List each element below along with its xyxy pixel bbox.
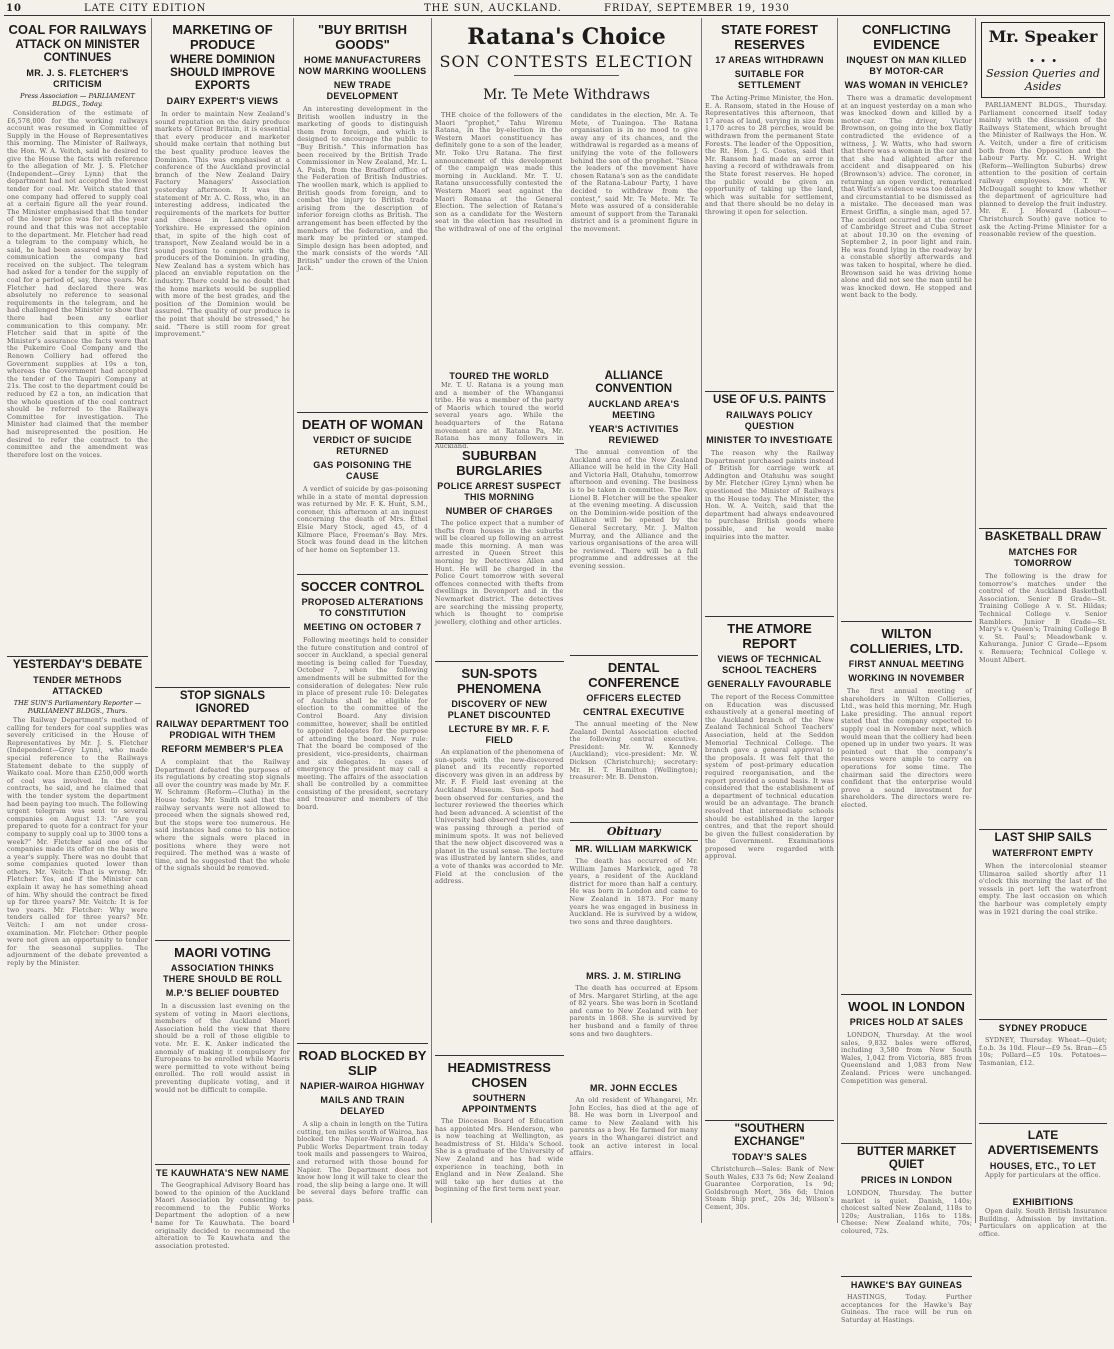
- subhead-verdict: VERDICT OF SUICIDE RETURNED: [313, 435, 412, 456]
- subhead-constitution: PROPOSED ALTERATIONS TO CONSTITUTION: [301, 597, 424, 618]
- subhead-areas: 17 AREAS WITHDRAWN: [715, 55, 824, 65]
- article-stirling: The death has occurred at Epsom of Mrs. Margaret Stirling, at the age of 82 years. She was born in Scotland and came to New Zealand with her parents in 1868. She is survived by her husband and a family of three sons and two daughters.: [569, 984, 698, 1038]
- subhead-railways-policy: RAILWAYS POLICY QUESTION: [726, 410, 813, 431]
- headline-alliance: ALLIANCE CONVENTION: [595, 370, 673, 395]
- center-col-a: [435, 368, 564, 1248]
- article-wilton: The first annual meeting of shareholders in Wilton Collieries, Ltd., was held this morning, Mr. Hugh Lake presiding. The annual report stated that the company expected to supply coal in November next, which would mean that the colliery had been opened up in under two years. It was pointed out that the company's resources were ample to carry on operations for some time. The chairman said the directors were confident that the enterprise would prove a sound investment for shareholders. The directors were re-elected.: [841, 687, 972, 809]
- article-last-ship: When the intercolonial steamer Ulimaroa sailed shortly after 11 o'clock this morning the last of the vessels in port left the waterfront empty. The last occasion on which the harbour was completely empty was in 1921 during the coal strike.: [979, 862, 1107, 916]
- headline-atmore: THE ATMORE REPORT: [727, 621, 812, 651]
- article-maori: In a discussion last evening on the system of voting in Maori elections, members of the Auckland Maori Association held the view that there should be a roll of those eligible to vote. Mr. E. K. Anker indicated the anomaly of making it compulsory for Europeans to be enrolled while Maoris were permitted to vote without being enrolled. The roll would assist in preventing duplicate voting, and it would not be difficult to compile.: [155, 1002, 290, 1094]
- subhead-november: WORKING IN NOVEMBER: [848, 673, 965, 683]
- speaker-title: Mr. Speaker . . .: [988, 27, 1098, 66]
- subhead-waterfront: WATERFRONT EMPTY: [992, 848, 1094, 858]
- subhead-planet: DISCOVERY OF NEW PLANET DISCOUNTED: [447, 699, 551, 720]
- headline-exchange: "SOUTHERN EXCHANGE": [734, 1123, 805, 1148]
- headline-headmistress: HEADMISTRESS CHOSEN: [447, 1060, 551, 1090]
- column-7: [976, 18, 1110, 1238]
- headline-kauwhata: TE KAUWHATA'S NEW NAME: [156, 1168, 289, 1178]
- subhead-meeting: MEETING ON OCTOBER 7: [303, 622, 422, 632]
- article-eccles: An old resident of Whangarei, Mr. John Eccles, has died at the age of 88. He was born in Liverpool and came to New Zealand with his parents as a boy. He farmed for many years in the Whangarei district and took an active interest in local affairs.: [569, 1096, 698, 1158]
- headline-butter: BUTTER MARKET QUIET: [856, 1146, 957, 1171]
- subhead-settlement: SUITABLE FOR SETTLEMENT: [734, 69, 805, 90]
- article-marketing: In order to maintain New Zealand's sound reputation on the dairy produce markets of Great Britain, it is essential that every producer and marketer should make certain that nothing but the best quality produce leaves the Dominion. This was emphasised at a conference of the Auckland provincial branch of the New Zealand Dairy Factory Managers' Association yesterday afternoon. It was the statement of Mr. A. C. Ross, who, in an interesting address, indicated the requirements of the markets for butter and cheese in Lancashire and Yorkshire. He expressed the opinion that, in spite of the high cost of transport, New Zealand would be in a sound position to compete with the producers of the Dominion. In grading, New Zealand has a system which has placed an enviable reputation on the industry. There could be no doubt that the home markets would be supplied with more of the best grades, and the position of the Dominion would be assured. "The quality of our produce is the point that should be stressed," he said. "There is still room for great improvement.": [155, 110, 290, 339]
- center-col-b: [570, 368, 699, 1248]
- headline-maori-voting: MAORI VOTING: [174, 945, 271, 960]
- obit-eccles: MR. JOHN ECCLES: [589, 1083, 678, 1093]
- center-spread: [432, 18, 702, 1223]
- edition-label: LATE CITY EDITION: [84, 3, 207, 14]
- headline-conflicting: CONFLICTING EVIDENCE: [862, 22, 951, 52]
- subhead-prices-hold: PRICES HOLD AT SALES: [849, 1017, 964, 1027]
- headline-signals: STOP SIGNALS IGNORED: [179, 690, 266, 715]
- banner-son-contests: SON CONTESTS ELECTION: [439, 52, 694, 71]
- subhead-area-meeting: AUCKLAND AREA'S MEETING: [588, 399, 680, 420]
- headline-hawkes-bay: HAWKE'S BAY GUINEAS: [850, 1280, 963, 1290]
- column-2: [152, 18, 294, 1250]
- article-exchange: Christchurch—Sales: Bank of New South Wales, £33 7s 6d; New Zealand Guarantee Corporation, 1s 9d; Goldsbrough Mort, 36s 6d; Union Steam Ship pref., 20s 3d; Wilson's Cement, 30s.: [705, 1165, 834, 1211]
- subhead-toured: TOURED THE WORLD: [449, 371, 550, 381]
- column-3: [294, 18, 432, 1223]
- headline-soccer: SOCCER CONTROL: [300, 579, 425, 594]
- headline-dental: DENTAL CONFERENCE: [588, 660, 680, 690]
- dateline-2: THE SUN'S Parliamentary Reporter — PARLIAMENT BLDGS., Thurs.: [13, 699, 142, 715]
- article-hawkes-bay: HASTINGS, Today. Further acceptances for the Hawke's Bay Guineas. The race will be run on Saturday at Hastings.: [841, 1293, 972, 1324]
- subhead-railway-prodigal: RAILWAY DEPARTMENT TOO PRODIGAL WITH THEM: [156, 719, 289, 740]
- article-markwick: The death has occurred of Mr. William James Markwick, aged 78 years, a resident of the Auckland district for more than half a century. He was born in London and came to New Zealand in 1873. For many years he was engaged in business in Auckland. He is survived by a widow, two sons and three daughters.: [569, 857, 698, 926]
- article-body: Consideration of the estimate of £6,578,000 for the working railways account was resumed in Committee of Supply in the House of Representatives this morning. The Minister of Railways, the Hon. W. A. Veitch, said he desired to give the House the facts with reference to the allegation of Mr. J. S. Fletcher (Independent—Grey Lynn) that the department had not accepted the lowest tender for coal. Mr. Veitch stated that one company had offered to supply coal at a certain figure all the year round. The Minister emphasised that the tender of the lower price was for all the year round and that this was not acceptable to the department. Mr. Fletcher had read a telegram to the company which, he said, he had been assured was the first communication the company had received on the subject. The telegram had asked for a tender for the supply of coal for a period of, say, three years. Mr. Fletcher had declared there was absolutely no reference to seasonal requirements in the telegram, and he had challenged the Minister to show that there had been any earlier communication to this company. Mr. Fletcher said that in spite of the Minister's assurance the facts were that the Pukemiro Coal Company and the Renown Colliery had offered the Government supplies at 19s a ton, whereas the Government had accepted the tender of the Taupiri Company at 21s. The cost to the department could be reduced by £2 a ton, an indication that the whole question of the coal contract should be referred to the Railways Committee for investigation. The Minister had claimed that the member had misrepresented the position. He desired to refer the contract to the committee and the amendment was therefore lost on the voices.: [7, 109, 148, 459]
- headline-forest: STATE FOREST RESERVES: [720, 22, 819, 52]
- subhead-fletcher: MR. J. S. FLETCHER'S CRITICISM: [26, 68, 129, 89]
- article-atmore: The report of the Recess Committee on Education was discussed exhaustively at a general meeting of the Auckland branch of the New Zealand Technical School Teachers' Association, held at the Seddon Memorial Technical College. The branch gave a general approval to the proposals. It was felt that the system of post-primary education required reorganisation, and the report provided a sound basis. It was considered that the establishment of a department of technical education would be an advantage. The branch resolved that intermediate schools should be established in the larger centres, and that the report should be given the fullest consideration by the Government. Examinations proposed were regarded with approval.: [705, 693, 834, 861]
- article-signals: A complaint that the Railway Department defeated the purposes of its regulations by creating stop signals all over the country was made by Mr. F. W. Schramm (Reform—Clutha) in the House today. Mr. Smith said that the railway servants were not allowed to proceed when the signals showed red, but the stops were too numerous. He said instances had come to his notice where the signals were placed in positions where they were not required. The method was a waste of time, and he suggested that the whole of the signals should be removed.: [155, 758, 290, 873]
- subhead-officers: OFFICERS ELECTED: [586, 693, 682, 703]
- headline-basketball: BASKETBALL DRAW: [984, 531, 1102, 543]
- headline-sydney-produce: SYDNEY PRODUCE: [998, 1023, 1088, 1033]
- late-ads-title: LATE ADVERTISEMENTS: [987, 1128, 1099, 1157]
- issue-date: FRIDAY, SEPTEMBER 19, 1930: [604, 3, 790, 14]
- headline-wool: WOOL IN LONDON: [848, 999, 965, 1014]
- article-buy-british: An interesting development in the British woollen industry in the marketing of goods to distinguish them from foreign, and which is designed to encourage the public to "Buy British." This information has been received by the British Trade Commissioner in New Zealand, Mr. L. A. Paish, from the Bradford office of the Federation of British Industries. The woollen mark, which is applied to British goods from foreign, and to combat the injury to British trade arising from the description of inferior foreign cloths as British. The arrangement has been effected by the members of the federation, and the mark may be printed or stamped. Simple design has been adopted, and the mark consists of the words "All British" under the crown of the Union Jack.: [297, 105, 428, 273]
- subhead-dairy: DAIRY EXPERT'S VIEWS: [166, 96, 279, 106]
- article-sunspots: An explanation of the phenomena of sun-spots with the new-discovered planet and its recently reported discovery was given in an address by Mr. F. F. Field last evening at the Auckland Museum. Sun-spots had been observed for centuries, and the lecturer reviewed the theories which had been advanced. A scientist of the University had observed that the sun was passing through a period of minimum spots. It was not believed that the new object discovered was a planet in the usual sense. The lecture was illustrated by lantern slides, and a vote of thanks was accorded to Mr. Field at the conclusion of the address.: [435, 748, 564, 886]
- obituary-heading: Obituary: [570, 822, 699, 841]
- subhead-charges: NUMBER OF CHARGES: [445, 506, 553, 516]
- subhead-lecture: LECTURE BY MR. F. F. FIELD: [448, 724, 550, 745]
- subhead-first-annual: FIRST ANNUAL MEETING: [848, 659, 965, 669]
- subhead-attack: ATTACK ON MINISTER CONTINUES: [15, 39, 140, 64]
- article-forest: The Acting-Prime Minister, the Hon. E. A. Ransom, stated in the House of Representatives this afternoon, that 17 areas of land, varying in size from 1,170 acres to 28 perches, would be withdrawn from the permanent State Forests. The leader of the Opposition, the Rt. Hon. J. G. Coates, said that Mr. Ransom had made an error in having a record of withdrawals from the State forest reserves. He hoped the public would be given an opportunity of taking up the land, which was suitable for settlement, and that there should be no delay in throwing it open for selection.: [705, 94, 834, 216]
- article-basketball: The following is the draw for tomorrow's matches under the control of the Auckland Basketball Association. Senior B Grade—St. Training College A v. St. Hildas; Technical College v. Senior Ramblers. Junior B Grade—St. Mary's v. Queen's; Training College B v. St. Paul's; Meadowbank v. Kahuranga. Junior C Grade—Epsom v. Remuera; Technical College v. Mount Albert.: [979, 572, 1107, 664]
- article-ratana: THE choice of the followers of the Maori "prophet," Tahu Wiremu Ratana, in the by-election in the Western Maori constituency has definitely gone to a son of the leader, Mr. Toko Uru Ratana. The first announcement of this development of the campaign was made this morning in Auckland. Mr. T. U. Ratana unsuccessfully contested the Western Maori seat against the Maori Romana at the General Election. The selection of Ratana's son as a candidate for the Western seat in the election has resulted in the withdrawal of one of the original candidates in the election, Mr. A. Te Mete, of Tuaingoa. The Ratana organisation is in no mood to give away any of its chances, and the withdrawal is regarded as a means of unifying the vote of the followers behind the son of the prophet. "Since the leaders of the movement have chosen Ratana's son as the candidate of the Ratana-Labour Party, I have decided to withdraw from the contest," said Mr. Te Mete. Mr. Te Mete was assured of a considerable amount of support from the Taranaki district and is a prominent figure in the movement.: [435, 111, 698, 233]
- late-ads-exhibitions: EXHIBITIONS: [1012, 1197, 1074, 1207]
- article-burglaries: The police expect that a number of thefts from houses in the suburbs will be cleared up following an arrest made this morning. A man was arrested in Queen Street this morning by Detectives Allen and Hunt. He will be charged in the Police Court tomorrow with several offences connected with thefts from dwellings in Devonport and in the Newmarket district. The detectives are searching the missing property, which is thought to comprise jewellery, clothing and other articles.: [435, 519, 564, 626]
- article-headmistress: The Diocesan Board of Education has appointed Mrs. Henderson, who is now teaching at Wellington, as headmistress of St. Hilda's School. She is a graduate of the University of New Zealand and has had wide experience in teaching, both in England and in New Zealand. She will take up her duties at the beginning of the first term next year.: [435, 1117, 564, 1194]
- subhead-favourable: GENERALLY FAVOURABLE: [707, 679, 832, 689]
- article-inquest: There was a dramatic development at an inquest yesterday on a man who was knocked down and killed by a motor-car. The driver, Victor Brownson, on going into the box flatly contradicted the evidence of a witness, J. W. Watts, who had sworn that there was a woman in the car and that she had alighted after the accident and disappeared on his (Brownson's) advice. The coroner, in returning an open verdict, remarked that Watts's evidence was too detailed and circumstantial to be dismissed as a mistake. The deceased man was Ernest Griffin, a single man, aged 57. The accident occurred at the corner of Cambridge Street and Cuba Street at about 10.30 on the evening of September 2, in poor light and rain. He was found lying in the roadway by a constable shortly afterwards and was taken to hospital, where he died. Brownson said he was driving home alone and did not see the man until he was knocked down. He stopped and went back to the body.: [841, 94, 972, 300]
- page-number: 10: [6, 3, 22, 14]
- subhead-activities: YEAR'S ACTIVITIES REVIEWED: [588, 424, 679, 445]
- subhead-investigate: MINISTER TO INVESTIGATE: [706, 435, 833, 445]
- subhead-reform-plea: REFORM MEMBER'S PLEA: [161, 744, 284, 754]
- headline-buy-british: "BUY BRITISH GOODS": [318, 22, 407, 52]
- headline-sunspots: SUN-SPOTS PHENOMENA: [456, 666, 542, 696]
- subhead-woman-vehicle: WAS WOMAN IN VEHICLE?: [844, 80, 969, 90]
- subhead-southern: SOUTHERN APPOINTMENTS: [461, 1093, 537, 1114]
- headline-coal: COAL FOR RAILWAYS: [8, 22, 147, 37]
- subhead-tender: TENDER METHODS ATTACKED: [33, 675, 122, 696]
- late-ads-houses: HOUSES, ETC., TO LET: [989, 1161, 1097, 1171]
- subhead-woollens: HOME MANUFACTURERS NOW MARKING WOOLLENS: [298, 55, 427, 76]
- subhead-inquest: INQUEST ON MAN KILLED BY MOTOR-CAR: [846, 55, 967, 76]
- column-5: [702, 18, 838, 1223]
- late-ads-body: Apply for particulars at the office.: [985, 1171, 1101, 1179]
- banner-withdraws: Mr. Te Mete Withdraws: [483, 87, 650, 103]
- article-toured: Mr. T. U. Ratana is a young man and a member of the Whanganui tribe. He was a member of the party of Maoris which toured the world several years ago. While the headquarters of the Ratana movement are at Ratana Pa, Mr. Ratana has many followers in Auckland.: [435, 381, 564, 450]
- speaker-subtitle: Session Queries and Asides: [986, 67, 1100, 93]
- article-butter: LONDON, Thursday. The butter market is quiet. Danish, 140s; choicest salted New Zealand, 118s to 120s; Australian, 116s to 118s. Cheese: New Zealand white, 70s; coloured, 72s.: [841, 1189, 972, 1235]
- article-kauwhata: The Geographical Advisory Board has bowed to the opinion of the Auckland Maori Association by consenting to recommend to the Public Works Department the adoption of a new name for Te Kauwhata. The board originally decided to recommend the alteration to Te Kauwhata and the association protested.: [155, 1181, 290, 1250]
- subhead-mp-belief: M.P.'S BELIEF DOUBTED: [165, 988, 280, 998]
- article-death: A verdict of suicide by gas-poisoning while in a state of mental depression was returned by Mr. F. K. Hunt, S.M., coroner, this afternoon at an inquest concerning the death of Mrs. Ethel Elsie Mary Stock, aged 45, of 4 Kilmore Place, Freeman's Bay. Mrs. Stock was found dead in the kitchen of her home on September 13.: [297, 485, 428, 554]
- headline-slip: ROAD BLOCKED BY SLIP: [298, 1048, 427, 1078]
- headline-wilton: WILTON COLLIERIES, LTD.: [849, 626, 964, 656]
- subhead-prices-london: PRICES IN LONDON: [860, 1175, 953, 1185]
- subhead-technical: VIEWS OF TECHNICAL SCHOOL TEACHERS: [717, 654, 822, 675]
- article-body-2: The Railway Department's method of calling for tenders for coal supplies was severely criticised in the House of Representatives by Mr. J. S. Fletcher (Independent—Grey Lynn), who made special reference to the Railways Statement debate to the supply of Waikato coal. More than £250,000 worth of coal was involved. In the coal contracts, he said, and he claimed that with the tender system the department had been paying too much. The following urgent telegram was sent to several companies on August 13: "Are you prepared to quote for a contract for your company to supply coal up to 3000 tons a week?" Mr. Fletcher said one of the companies made its offer on the basis of a year's supply. There was no doubt that some companies quoted lower than others. Mr. Veitch: That is wrong. Mr. Fletcher: Yes, and if the Minister can explain it away he has something ahead of him. Why should the contract be fixed up for three years? Mr. Veitch: It is for two years. Mr. Fletcher: Why were tenders called for three years? Mr. Veitch: I am not under cross-examination. Mr. Fletcher: Other people were not given an opportunity to tender for the seasonal supplies. The adjournment of the debate prevented a reply by the Minister.: [7, 716, 148, 967]
- banner-ratana: Ratana's Choice: [467, 24, 666, 50]
- masthead: [4, 2, 1110, 16]
- subhead-arrest: POLICE ARREST SUSPECT THIS MORNING: [437, 481, 562, 502]
- article-speaker: PARLIAMENT BLDGS., Thursday. Parliament concerned itself today mainly with the discussion of the Railways Statement, which brought the Minister of Railways the Hon. W. A. Veitch, under a fire of criticism both from the Opposition and the Labour Party. Mr. C. H. Wright (Reform—Wellington Suburbs) drew attention to the position of certain railway employees. Mr. T. W. McDougall sought to know whether the department of agriculture had planned to develop the fruit industry. Mr. E. J. Howard (Labour—Christchurch South) gave notice to ask the Acting-Prime Minister for a reasonable review of the question.: [979, 101, 1107, 239]
- article-soccer: Following meetings held to consider the future constitution and control of soccer in Auckland, a special general meeting is being called for Tuesday, October 7, when the following amendments will be submitted for the consideration of delegates: New rule in place of present rule 10: Delegates of Auclubs shall be eligible for election to the committee of the Control Board. Any division committee, however, shall be entitled to appoint delegates for the purpose of attending the board. New rule: That the board be composed of the president, vice-presidents, chairman and six delegates. In cases of emergency the president may call a meeting. The affairs of the association shall be controlled by a committee consisting of the president, secretary and treasurer and members of the board.: [297, 636, 428, 812]
- column-6: [838, 18, 976, 1324]
- article-paints: The reason why the Railway Department purchased paints instead of British for carriage work at Addington and Otahuhu was sought by Mr. Fletcher (Grey Lynn) when he questioned the Minister of Railways in the House today. The Minister, the Hon. W. A. Veitch, said that the department had always endeavoured to purchase British goods where possible, and he would make inquiries into the matter.: [705, 449, 834, 541]
- article-sydney-produce: SYDNEY, Thursday. Wheat—Quiet; f.o.b. 3s 10d. Flour—£9 5s. Bran—£5 10s; Pollard—£5 10s. Potatoes—Tasmanian, £12.: [979, 1036, 1107, 1067]
- speaker-box: [981, 22, 1105, 98]
- subhead-sales: TODAY'S SALES: [731, 1152, 808, 1162]
- headline-death: DEATH OF WOMAN: [301, 417, 424, 432]
- article-slip: A slip a chain in length on the Tutira cutting, ten miles south of Wairoa, has blocked the Napier-Wairoa Road. A Public Works Department train today took mails and passengers to Wairoa, and returned with those bound for Napier. The Department does not know how long it will take to clear the road, the slip being a large one. It will be several days before traffic can pass.: [297, 1120, 428, 1204]
- article-wool: LONDON, Thursday. At the wool sales, 9,832 bales were offered, including 3,580 from New South Wales, 1,042 from Victoria, 885 from Queensland and 1,083 from New Zealand. Prices were unchanged. Competition was general.: [841, 1031, 972, 1085]
- column-1: [4, 18, 152, 1223]
- paper-title: THE SUN, AUCKLAND.: [424, 3, 562, 14]
- headline-debate: YESTERDAY'S DEBATE: [12, 659, 143, 671]
- article-alliance: The annual convention of the Auckland area of the New Zealand Alliance will be held in the City Hall and Victoria Hall, Otahuhu, tomorrow afternoon and evening. The business is to be taken in committee. The Rev. Lionel B. Fletcher will be the speaker at the evening meeting. A discussion on the Dominion-wide position of the Alliance will be opened by the General Secretary, Mr. J. Malton Murray, and the Alliance and the various organisations of the area will be reviewed. There will be a full programme and addresses at the evening session.: [569, 448, 698, 570]
- headline-last-ship: LAST SHIP SAILS: [994, 832, 1092, 844]
- obit-stirling: MRS. J. M. STIRLING: [586, 971, 682, 981]
- subhead-highway: NAPIER-WAIROA HIGHWAY: [300, 1081, 425, 1091]
- late-ads-body-2: Open daily. South British Insurance Building. Admission by invitation. Particulars on application at the office.: [979, 1207, 1107, 1238]
- subhead-trade: NEW TRADE DEVELOPMENT: [326, 80, 399, 101]
- obit-markwick: MR. WILLIAM MARKWICK: [575, 844, 693, 854]
- subhead-gas: GAS POISONING THE CAUSE: [313, 460, 412, 481]
- headline-paints: USE OF U.S. PAINTS: [713, 394, 826, 406]
- headline-burglaries: SUBURBAN BURGLARIES: [456, 448, 543, 478]
- subhead-central: CENTRAL EXECUTIVE: [583, 707, 685, 717]
- subhead-matches: MATCHES FOR TOMORROW: [1008, 547, 1078, 568]
- subhead-exports: WHERE DOMINION SHOULD IMPROVE EXPORTS: [170, 54, 275, 92]
- subhead-roll: ASSOCIATION THINKS THERE SHOULD BE ROLL: [162, 963, 282, 984]
- article-dental: The annual meeting of the New Zealand Dental Association elected the following central executive. President: Mr. W. Kennedy (Auckland); vice-president: Mr. W. Dickson (Christchurch); secretary: Mr. H. T. Hamilton (Wellington); treasurer: Mr. B. Denston.: [569, 720, 698, 782]
- dateline: Press Association — PARLIAMENT BLDGS., Today.: [20, 92, 135, 108]
- subhead-mails: MAILS AND TRAIN DELAYED: [320, 1095, 405, 1116]
- headline-marketing: MARKETING OF PRODUCE: [172, 22, 273, 52]
